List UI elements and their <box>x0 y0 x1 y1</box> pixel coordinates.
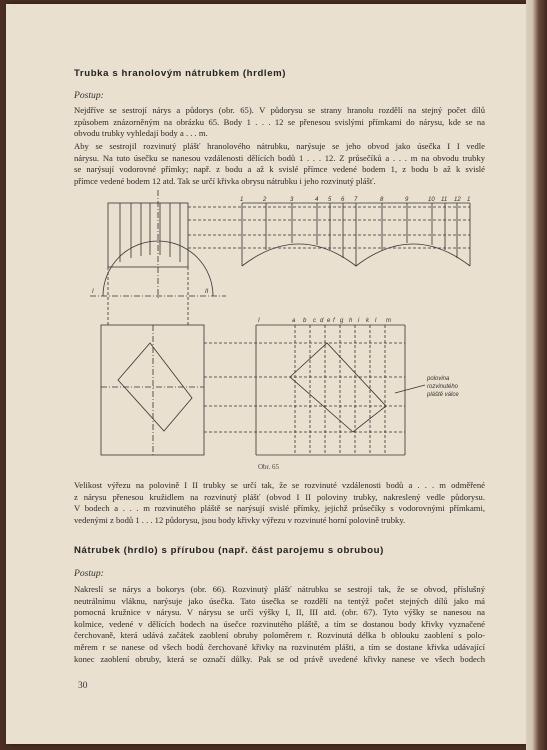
note-line-2: rozvinutého <box>427 384 459 390</box>
text-line: V bodech a . . . m rozvinutého pláště se narýsují svislé přímky, jejichž průsečíky s vodorovnými přímkami, <box>74 503 485 514</box>
letter-g: g <box>340 318 344 324</box>
paragraph-3 <box>74 480 485 526</box>
top-label-13: 1 <box>467 197 471 203</box>
top-label-8: 8 <box>380 197 384 203</box>
cutout-curve <box>290 343 386 432</box>
top-label-9: 9 <box>405 197 409 203</box>
top-label-7: 7 <box>354 197 358 203</box>
paragraph-4 <box>74 584 485 665</box>
top-label-11: 11 <box>441 197 448 203</box>
note-line-1: polovina <box>427 376 450 382</box>
letter-m: m <box>386 318 391 324</box>
text-line: obvodu trubky vyhledají body a . . . m. <box>74 128 208 139</box>
letter-h: h <box>349 318 353 324</box>
text-line: konec zaoblení obruby, která se označí důlky. Pak se od právě uvedené křivky nanese ve všech bodech <box>74 653 485 664</box>
text-line: čerchovaně, která udává začátek zaoblení obruby poloměrem r. Rozvinutá délka b oblouku zaoblení s polo- <box>74 630 485 641</box>
procedure-label-1: Postup: <box>74 90 104 101</box>
letter-b: b <box>303 318 307 324</box>
text-line: nárysu. Na tuto úsečku se nanesou vzdálenosti dělících bodů 1 . . . 12. Z průsečíků a . . . m na obvodu trubky <box>74 152 485 163</box>
letter-e: e <box>327 318 331 324</box>
text-line: způsobem znázorněným na obrázku 65. Body 1 . . . 12 se přenesou svislými přímkami do nárysu, kde se na <box>74 116 485 127</box>
side-label-I: I <box>92 289 94 295</box>
section-heading-1: Trubka s hranolovým nátrubkem (hrdlem) <box>74 68 287 79</box>
text-line: pomocná kružnice v nárysu. V nárysu se určí výšky I, II, III atd. (obr. 67). Tyto výšky se nanesou na <box>74 607 485 618</box>
letter-I: I <box>258 318 260 324</box>
top-label-6: 6 <box>341 197 345 203</box>
figure-caption: Obr. 65 <box>258 463 279 471</box>
text-line: Aby se sestrojil rozvinutý plášť hranolového nátrubku, narýsuje se jeho obvod jako úsečka I I vedle <box>74 141 485 151</box>
text-line: se narýsují vodorovné přímky; např. z bodu a až k svislé přímce vedené bodem 1, z bodu b až k svislé <box>74 164 485 175</box>
section-heading-2: Nátrubek (hrdlo) s přírubou (např. část parojemu s obrubou) <box>74 545 384 556</box>
text-line: neutrálnímu vláknu, narýsuje jako úsečka. Tato úsečka se rozdělí na tentýž počet stejných dílů jako má <box>74 595 485 606</box>
top-label-12: 12 <box>454 197 461 203</box>
letter-a: a <box>292 318 296 324</box>
procedure-label-2: Postup: <box>74 568 104 579</box>
plan-view-rect <box>101 325 204 455</box>
letter-l: l <box>375 318 377 324</box>
letter-i: i <box>358 318 360 324</box>
text-line: kolmice, vedené v dělících bodech na úsečce rozvinutého pláště, a tím se dostanou body křivky vyznačené <box>74 618 485 629</box>
text-line: Velikost výřezu na polovině I II trubky se určí tak, že se rozvinuté vzdálenosti bodů a . . . m odměřené <box>74 480 485 490</box>
text-line: vedenými z bodů 1 . . . 12 půdorysu, jsou body křivky výřezu v rozvinuté horní polovině trubky. <box>74 514 406 525</box>
top-label-5: 5 <box>328 197 332 203</box>
letter-c: c <box>313 318 316 324</box>
side-label-II: II <box>205 289 209 295</box>
page-number: 30 <box>78 681 88 691</box>
top-label-4: 4 <box>315 197 319 203</box>
letter-d: d <box>320 318 324 324</box>
text-line: přímce vedené bodem 12 atd. Tak se určí křivka obrysu nátrubku i jeho rozvinutý plášť. <box>74 175 376 186</box>
text-line: Nakreslí se nárys a bokorys (obr. 66). Rozvinutý plášť nátrubku se sestrojí tak, že se obvod, příslušný <box>74 584 485 594</box>
top-label-2: 2 <box>263 197 267 203</box>
letter-f: f <box>333 318 335 324</box>
top-label-1: 1 <box>240 197 244 203</box>
note-line-3: pláště válce <box>427 392 459 398</box>
top-label-3: 3 <box>290 197 294 203</box>
text-line: z nárysu přenesou kružidlem na rozvinutý plášť (obvod I II poloviny trubky, nakreslený vedle půdorysu. <box>74 491 485 502</box>
top-label-10: 10 <box>428 197 435 203</box>
letter-k: k <box>366 318 369 324</box>
text-line: měrem r se nanese od všech bodů čerchované křivky na rozvinutém plášti, a tím se dostane křivka udávající <box>74 641 485 652</box>
text-line: Nejdříve se sestrojí nárys a půdorys (obr. 65). V půdorysu se strany hranolu rozdělí na stejný počet dílů <box>74 105 485 115</box>
